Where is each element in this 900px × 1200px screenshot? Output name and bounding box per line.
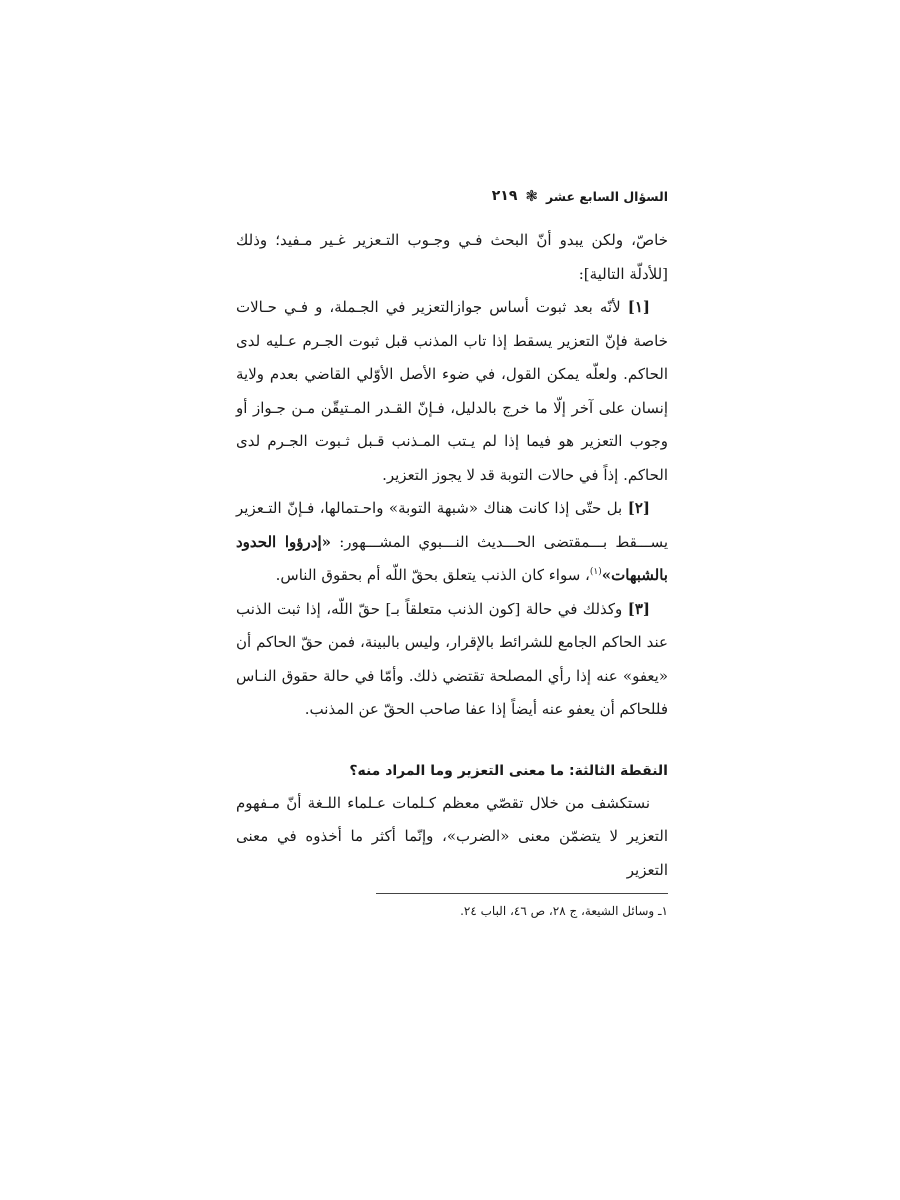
point-2-text-before: بل حتّى إذا كانت هناك «شبهة التوبة» واحـتمالها، فـإنّ التـعزير يســـقط بـــمقتضى الحـــديث النـــبوي المشـــهور: [236,499,668,551]
point-1-number: [١] [627,298,650,316]
page-number: ٢١٩ [491,188,518,204]
hadith-quote: «إدرؤوا الحدود بالشبهات» [236,532,668,584]
running-head [236,178,668,214]
point-1-text: لأنّه بعد ثبوت أساس جوازالتعزير في الجـملة، و فـي حـالات خاصة فإنّ التعزير يسقط إذا تاب المذنب قبل ثبوت الجـرم عـليه لدى الحاكم. ولعلّه يمكن القول، في ضوء الأصل الأوّلي القاضي بعدم ولاية إنسان على آخر إلّا ما خرج بالدليل، فـإنّ القـدر المـتيقّن مـن جـواز أو وجوب التعزير هو فيما إذا لم يـتب المـذنب قـبل ثـبوت الجـرم لدى الحاكم. إذاً في حالات التوبة قد لا يجوز التعزير. [236,298,668,484]
footnote-text: ١ـ وسائل الشيعة، ج ٢٨، ص ٤٦، الباب ٢٤. [460,904,668,918]
intro-text: خاصّ، ولكن يبدو أنّ البحث فـي وجـوب التـعزير غـير مـفيد؛ وذلك [للأدلّة التالية]: [236,231,668,283]
intro-paragraph [236,224,668,291]
point-1-paragraph [236,291,668,492]
point-2-paragraph [236,492,668,593]
point-2-number: [٢] [627,499,650,517]
point-3-paragraph [236,593,668,727]
chapter-title: السؤال السابع عشر [545,188,668,204]
section-3-paragraph [236,787,668,888]
point-2-text-after: ، سواء كان الذنب يتعلق بحقّ اللّه أم بحقوق الناس. [275,566,590,584]
section-heading: النقطة الثالثة: ما معنى التعزير وما المراد منه؟ [349,762,668,779]
book-page [236,178,668,924]
section-3-text: نستكشف من خلال تقصّي معظم كـلمات عـلماء اللـغة أنّ مـفهوم التعزير لا يتضمّن معنى «الضرب»، وإنّما أكثر ما أخذوه في معنى التعزير [236,793,668,879]
point-3-number: [٣] [627,599,650,618]
flower-ornament-icon: ❃ [525,186,538,205]
footnote-reference[interactable]: (١) [589,567,602,577]
footnote-divider [376,893,668,894]
point-3-text: وكذلك في حالة [كون الذنب متعلقاً بـ] حقّ اللّه، إذا ثبت الذنب عند الحاكم الجامع للشرائط بالإقرار، وليس بالبينة، فمن حقّ الحاكم أن «يعفو» عنه إذا رأي المصلحة تقتضي ذلك. وأمّا في حالة حقوق النـاس فللحاكم أن يعفو عنه أيضاً إذا عفا صاحب الحقّ عن المذنب. [236,599,668,718]
